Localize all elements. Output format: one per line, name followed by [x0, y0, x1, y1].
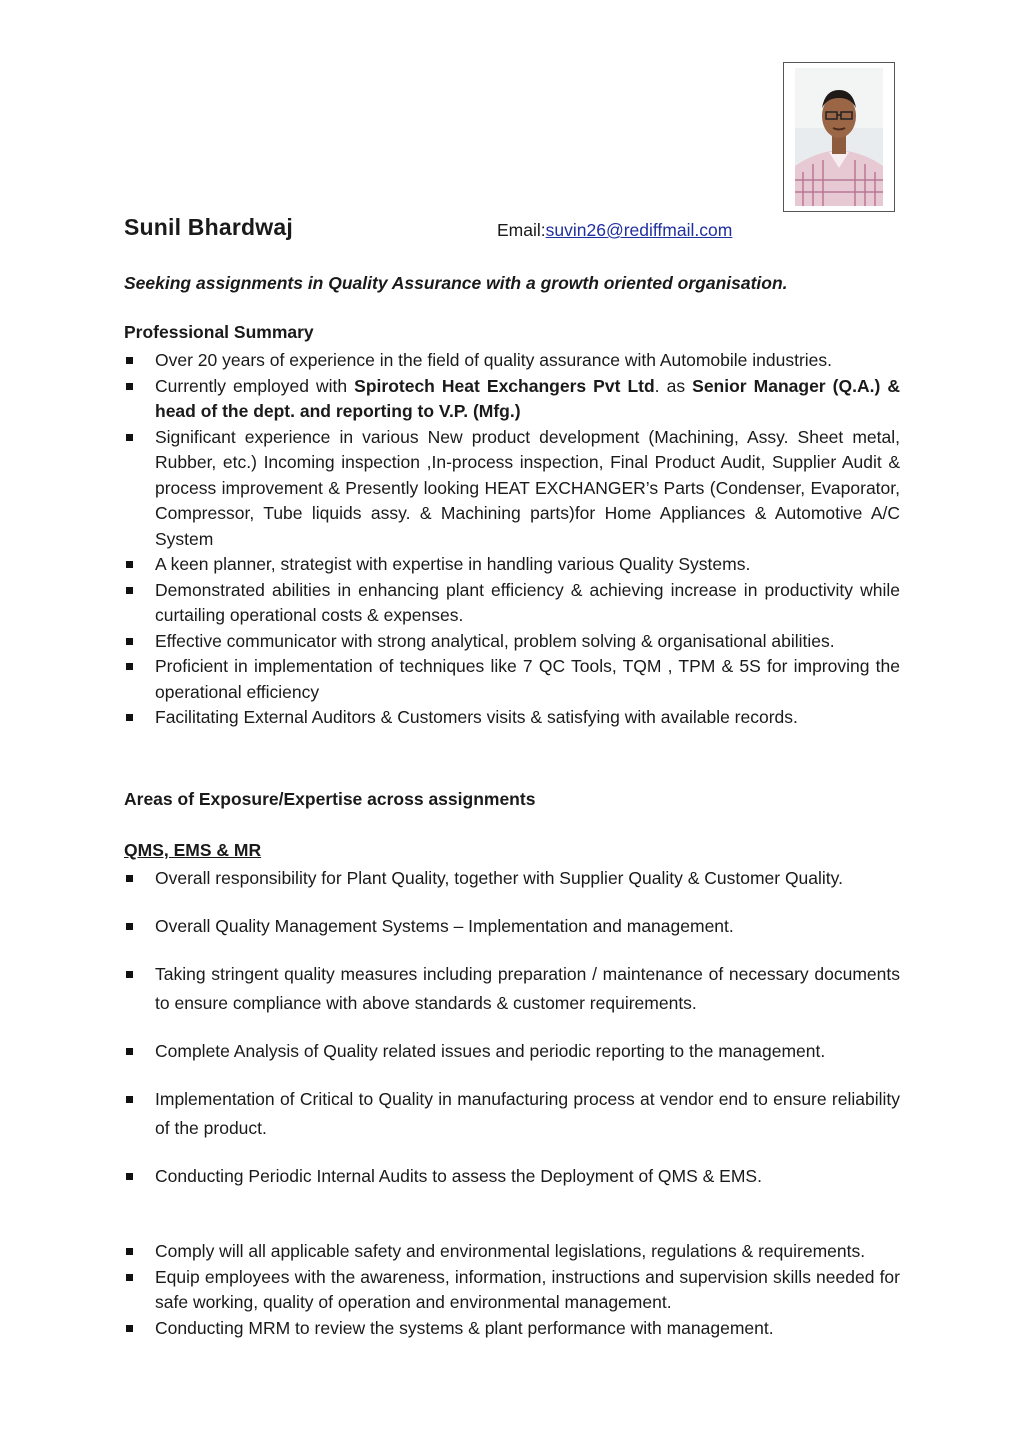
list-item-text: . as [654, 375, 693, 396]
list-item-text: Significant experience in various New product development (Machining, Assy. Sheet metal, Rubber, etc.) Incoming inspection ,In-process inspection, Final Product Audit, Supplier Audit & process improvement & Presently looking HEAT EXCHANGER’s Parts (Condenser, Evaporator, Compressor, Tube liquids assy. & Machining parts)for Home Appliances & Automotive A/C System [155, 426, 900, 549]
list-item [124, 864, 900, 893]
areas-of-exposure-heading: Areas of Exposure/Expertise across assignments [124, 789, 536, 809]
list-item-text: Complete Analysis of Quality related issues and periodic reporting to the management. [155, 1041, 826, 1061]
square-bullet-icon [126, 1173, 133, 1180]
list-item [124, 1239, 900, 1265]
square-bullet-icon [126, 638, 133, 645]
list-item [124, 629, 900, 655]
list-item [124, 552, 900, 578]
job-title: Senior Manager (Q.A.) & head of the dept. and reporting to V.P. (Mfg.) [155, 375, 900, 421]
qms-responsibilities-list [124, 864, 900, 1210]
list-item-text: Conducting MRM to review the systems & plant performance with management. [155, 1317, 774, 1338]
square-bullet-icon [126, 971, 133, 978]
list-item [124, 1085, 900, 1143]
list-item [124, 912, 900, 941]
list-item-text: Overall Quality Management Systems – Implementation and management. [155, 916, 734, 936]
list-item [124, 1162, 900, 1191]
square-bullet-icon [126, 663, 133, 670]
company-name: Spirotech Heat Exchangers Pvt Ltd [354, 375, 655, 396]
list-item [124, 654, 900, 705]
list-item-text: Comply will all applicable safety and environmental legislations, regulations & requirements. [155, 1241, 866, 1261]
list-item-text: Currently employed with [155, 375, 355, 396]
square-bullet-icon [126, 357, 133, 364]
square-bullet-icon [126, 1048, 133, 1055]
qms-ems-mr-subheading: QMS, EMS & MR [124, 840, 262, 860]
candidate-name: Sunil Bhardwaj [124, 214, 293, 240]
square-bullet-icon [126, 561, 133, 568]
square-bullet-icon [126, 587, 133, 594]
list-item [124, 425, 900, 553]
list-item-text: Effective communicator with strong analytical, problem solving & organisational abilities. [155, 630, 835, 651]
list-item-text: A keen planner, strategist with expertise in handling various Quality Systems. [155, 554, 751, 574]
email-label: Email: [497, 220, 546, 240]
list-item-text: Conducting Periodic Internal Audits to assess the Deployment of QMS & EMS. [155, 1166, 762, 1186]
profile-photo-frame [783, 62, 895, 212]
square-bullet-icon [126, 1325, 133, 1332]
professional-summary-list [124, 348, 900, 731]
list-item [124, 1316, 900, 1342]
list-item-text: Facilitating External Auditors & Customers visits & satisfying with available records. [155, 707, 798, 727]
list-item-text: Equip employees with the awareness, information, instructions and supervision skills needed for safe working, quality of operation and environmental management. [155, 1266, 900, 1312]
square-bullet-icon [126, 383, 133, 390]
square-bullet-icon [126, 875, 133, 882]
career-objective: Seeking assignments in Quality Assurance with a growth oriented organisation. [124, 273, 788, 293]
email-link[interactable]: suvin26@rediffmail.com [545, 220, 733, 240]
list-item-text: Demonstrated abilities in enhancing plant efficiency & achieving increase in productivity while curtailing operational costs & expenses. [155, 579, 900, 625]
square-bullet-icon [126, 1248, 133, 1255]
square-bullet-icon [126, 1096, 133, 1103]
square-bullet-icon [126, 1274, 133, 1281]
professional-summary-heading: Professional Summary [124, 322, 314, 342]
list-item [124, 1037, 900, 1066]
profile-photo [795, 68, 883, 206]
list-item-text: Proficient in implementation of techniques like 7 QC Tools, TQM , TPM & 5S for improving the operational efficiency [155, 656, 900, 702]
list-item [124, 705, 900, 731]
email-line [497, 220, 732, 241]
square-bullet-icon [126, 923, 133, 930]
list-item [124, 578, 900, 629]
list-item [124, 348, 900, 374]
list-item [124, 960, 900, 1018]
list-item-text: Over 20 years of experience in the field of quality assurance with Automobile industries. [155, 350, 833, 370]
safety-compliance-list [124, 1239, 900, 1341]
square-bullet-icon [126, 434, 133, 441]
list-item-text: Taking stringent quality measures including preparation / maintenance of necessary documents to ensure compliance with above standards & customer requirements. [155, 964, 900, 1013]
list-item [124, 1265, 900, 1316]
square-bullet-icon [126, 714, 133, 721]
list-item [124, 374, 900, 425]
list-item-text: Implementation of Critical to Quality in manufacturing process at vendor end to ensure reliability of the product. [155, 1089, 900, 1138]
list-item-text: Overall responsibility for Plant Quality, together with Supplier Quality & Customer Quality. [155, 868, 843, 888]
